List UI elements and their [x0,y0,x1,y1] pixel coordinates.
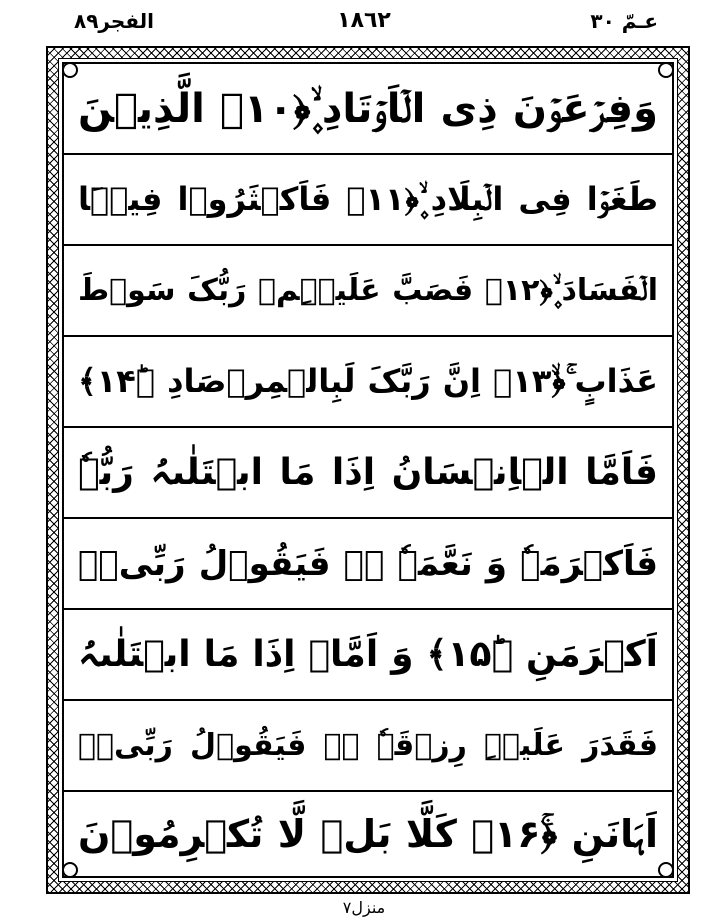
verse-line-8 [64,701,672,792]
verse-line-6 [64,519,672,610]
verse-line-2 [64,155,672,246]
verse-line-4 [64,337,672,428]
verse-text: فَاَکۡرَمَہٗ وَ نَعَّمَہٗ ۬ۙ فَیَقُوۡلُ رَبِّیۡۤ [78,543,658,584]
verse-line-9 [64,792,672,876]
verse-text: الۡفَسَادَ ۪ۙ﴿۱۲﴾ فَصَبَّ عَلَیۡہِمۡ رَبُّکَ سَوۡطَ [78,273,658,308]
verse-text: اَہَانَنِ ﴿ۚ۱۶﴾ کَلَّا بَلۡ لَّا تُکۡرِمُوۡنَ [78,811,658,856]
manzil-label: منزل٧ [342,898,386,917]
page-header [0,0,728,46]
verse-line-3 [64,246,672,337]
verse-line-5 [64,428,672,519]
verse-line-1 [64,64,672,155]
verse-text: عَذَابٍ ۚ﴿ۙ۱۳﴾ اِنَّ رَبَّکَ لَبِالۡمِرۡصَادِ ﴿ؕ۱۴﴾ [78,362,658,400]
verse-text: فَاَمَّا الۡاِنۡسَانُ اِذَا مَا ابۡتَلٰىہُ رَبُّہٗ [78,452,658,493]
verse-text: طَغَوۡا فِی الۡبِلَادِ ۪ۙ﴿۱۱﴾ فَاَکۡثَرُوۡا فِیۡہَا [78,180,658,218]
juz-label: عـمّ ٣٠ [590,9,658,33]
page-border [46,46,690,894]
verse-line-7 [64,610,672,701]
verse-text: وَفِرۡعَوۡنَ ذِی الۡاَوۡتَادِ ۪ۙ﴿۱۰﴾ الَّذِیۡنَ [78,85,658,132]
surah-name: الفجر٨٩ [74,9,155,33]
verse-text: اَکۡرَمَنِ ﴿ؕ۱۵﴾ وَ اَمَّاۤ اِذَا مَا ابۡتَلٰىہُ [78,634,658,675]
page-number: ١٨٦٢ [337,8,391,33]
text-panel [62,62,674,878]
verse-lines [64,64,672,876]
verse-text: فَقَدَرَ عَلَیۡہِ رِزۡقَہٗ ۬ۙ فَیَقُوۡلُ رَبِّیۡۤ [78,728,658,763]
